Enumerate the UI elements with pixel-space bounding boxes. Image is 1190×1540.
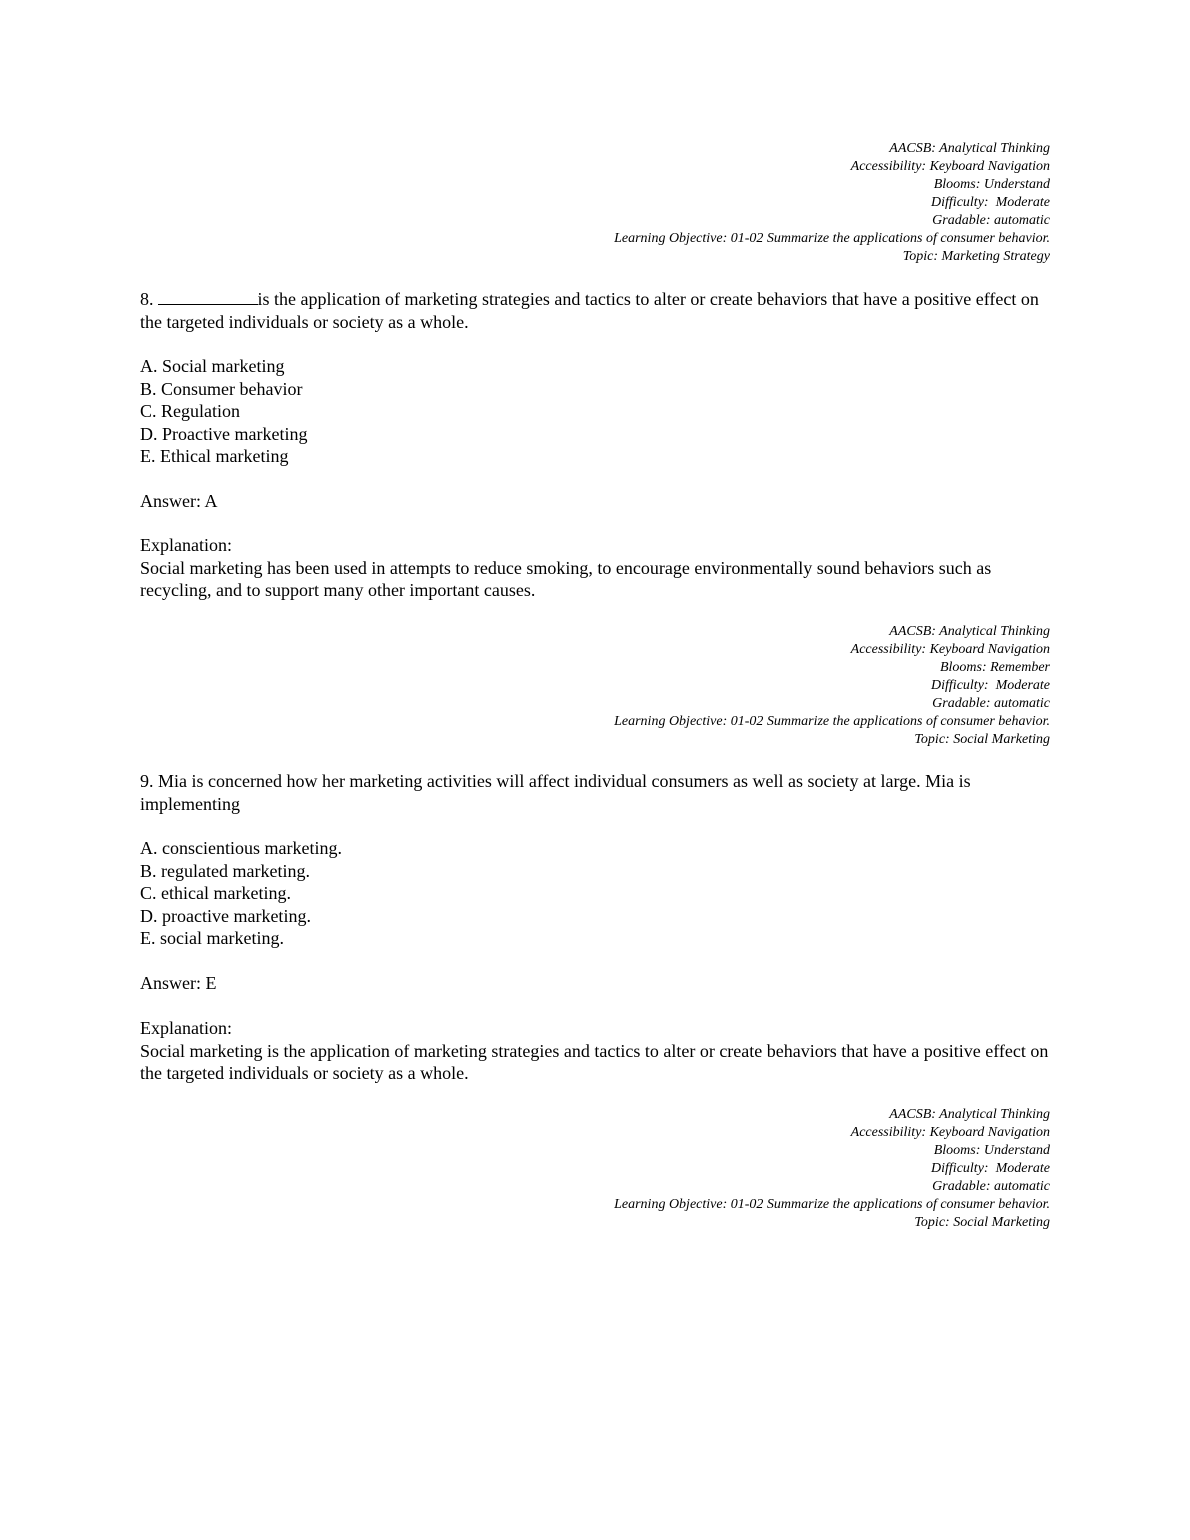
meta-line: Accessibility: Keyboard Navigation	[850, 1125, 1050, 1140]
metadata-block-1	[140, 140, 1050, 266]
option: E. social marketing.	[140, 928, 284, 948]
option: A. Social marketing	[140, 356, 285, 376]
meta-line: Difficulty: Moderate	[931, 1161, 1050, 1176]
question-8-options	[140, 355, 1050, 468]
meta-line: Blooms: Understand	[933, 177, 1050, 192]
meta-line: Gradable: automatic	[932, 213, 1050, 228]
metadata-block-2	[140, 623, 1050, 749]
meta-line: AACSB: Analytical Thinking	[889, 1107, 1050, 1122]
question-number: 8.	[140, 289, 154, 309]
question-text: is the application of marketing strategies and tactics to alter or create behaviors that have a positive effect on the targeted individuals or society as a whole.	[140, 289, 1039, 332]
question-text: Mia is concerned how her marketing activities will affect individual consumers as well as society at large. Mia is implementing	[140, 771, 971, 814]
question-9-explanation	[140, 1017, 1050, 1085]
fill-in-blank	[158, 288, 258, 305]
meta-line: Topic: Social Marketing	[914, 1215, 1050, 1230]
option: C. Regulation	[140, 401, 240, 421]
explanation-text: Social marketing has been used in attempts to reduce smoking, to encourage environmentally sound behaviors such as recycling, and to support many other important causes.	[140, 557, 992, 600]
option: B. regulated marketing.	[140, 860, 310, 881]
meta-line: Learning Objective: 01-02 Summarize the applications of consumer behavior.	[614, 1197, 1050, 1212]
question-8-stem	[140, 288, 1040, 333]
question-8-answer: Answer: A	[140, 491, 218, 511]
question-9-options	[140, 837, 1050, 950]
meta-line: Gradable: automatic	[932, 696, 1050, 711]
meta-line: Gradable: automatic	[932, 1179, 1050, 1194]
metadata-block-3	[140, 1106, 1050, 1232]
meta-line: Topic: Marketing Strategy	[902, 249, 1050, 264]
question-number: 9.	[140, 771, 154, 791]
option: D. Proactive marketing	[140, 423, 308, 444]
meta-line: Accessibility: Keyboard Navigation	[850, 159, 1050, 174]
meta-line: Topic: Social Marketing	[914, 732, 1050, 747]
meta-line: Difficulty: Moderate	[931, 678, 1050, 693]
explanation-label: Explanation:	[140, 1018, 232, 1038]
meta-line: AACSB: Analytical Thinking	[889, 141, 1050, 156]
question-9-answer: Answer: E	[140, 973, 217, 993]
meta-line: Difficulty: Moderate	[931, 195, 1050, 210]
option: D. proactive marketing.	[140, 905, 311, 926]
meta-line: AACSB: Analytical Thinking	[889, 624, 1050, 639]
option: B. Consumer behavior	[140, 378, 303, 399]
meta-line: Accessibility: Keyboard Navigation	[850, 642, 1050, 657]
meta-line: Blooms: Understand	[933, 1143, 1050, 1158]
meta-line: Learning Objective: 01-02 Summarize the applications of consumer behavior.	[614, 714, 1050, 729]
option: E. Ethical marketing	[140, 446, 289, 466]
question-9-stem	[140, 770, 1045, 815]
option: A. conscientious marketing.	[140, 838, 342, 858]
explanation-text: Social marketing is the application of marketing strategies and tactics to alter or create behaviors that have a positive effect on the targeted individuals or society as a whole.	[140, 1040, 1049, 1083]
option: C. ethical marketing.	[140, 883, 291, 903]
explanation-label: Explanation:	[140, 535, 232, 555]
question-8-explanation	[140, 534, 1050, 602]
meta-line: Learning Objective: 01-02 Summarize the applications of consumer behavior.	[614, 231, 1050, 246]
meta-line: Blooms: Remember	[939, 660, 1050, 675]
